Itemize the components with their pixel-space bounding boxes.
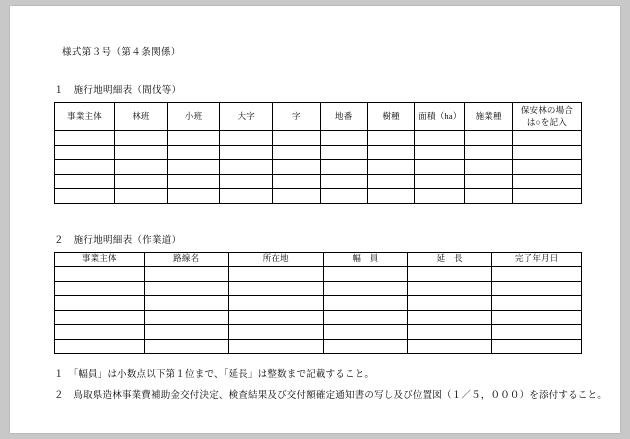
cell[interactable] — [115, 131, 168, 146]
cell[interactable] — [55, 145, 115, 160]
cell[interactable] — [115, 145, 168, 160]
cell[interactable] — [323, 325, 407, 340]
cell[interactable] — [115, 189, 168, 204]
cell[interactable] — [228, 325, 323, 340]
cell[interactable] — [167, 189, 220, 204]
cell[interactable] — [512, 131, 581, 146]
column-header-line2: は○を記入 — [526, 116, 567, 127]
cell[interactable] — [55, 131, 115, 146]
cell[interactable] — [367, 145, 414, 160]
cell[interactable] — [408, 310, 492, 325]
column-header: 事業主体 — [55, 252, 145, 267]
cell[interactable] — [320, 145, 367, 160]
cell[interactable] — [415, 160, 465, 175]
cell[interactable] — [55, 160, 115, 175]
section-road-heading: ２ 施行地明細表（作業道） — [54, 235, 182, 246]
cell[interactable] — [273, 145, 320, 160]
table-row[interactable] — [55, 281, 582, 296]
cell[interactable] — [367, 160, 414, 175]
document-body — [54, 44, 607, 408]
cell[interactable] — [55, 267, 145, 282]
cell[interactable] — [367, 174, 414, 189]
note-item: １ 「幅員」は小数点以下第１位まで、「延長」は整数まで記載すること。 — [54, 370, 375, 380]
cell[interactable] — [367, 131, 414, 146]
cell[interactable] — [228, 296, 323, 311]
cell[interactable] — [512, 145, 581, 160]
table-row[interactable] — [55, 267, 582, 282]
cell[interactable] — [465, 174, 512, 189]
cell[interactable] — [492, 325, 582, 340]
cell[interactable] — [228, 267, 323, 282]
cell[interactable] — [115, 160, 168, 175]
cell[interactable] — [367, 189, 414, 204]
column-header: 幅 員 — [323, 252, 407, 267]
cell[interactable] — [220, 131, 273, 146]
column-header: 大字 — [220, 103, 273, 131]
cell[interactable] — [167, 145, 220, 160]
cell[interactable] — [492, 339, 582, 354]
cell[interactable] — [55, 325, 145, 340]
cell[interactable] — [512, 189, 581, 204]
cell[interactable] — [167, 160, 220, 175]
section-thinning — [54, 82, 582, 204]
cell[interactable] — [228, 281, 323, 296]
column-header: 林班 — [115, 103, 168, 131]
cell[interactable] — [220, 174, 273, 189]
column-header: 樹種 — [367, 103, 414, 131]
table-row[interactable] — [55, 310, 582, 325]
cell[interactable] — [408, 267, 492, 282]
cell[interactable] — [320, 131, 367, 146]
table-row[interactable] — [55, 189, 582, 204]
cell[interactable] — [512, 160, 581, 175]
table-row[interactable] — [55, 160, 582, 175]
table-header-row — [55, 103, 582, 131]
cell[interactable] — [220, 160, 273, 175]
column-header: 所在地 — [228, 252, 323, 267]
table-row[interactable] — [55, 296, 582, 311]
column-header: 小班 — [167, 103, 220, 131]
cell[interactable] — [408, 281, 492, 296]
cell[interactable] — [55, 339, 145, 354]
column-header-protected-forest — [512, 103, 581, 131]
cell[interactable] — [492, 296, 582, 311]
cell[interactable] — [492, 310, 582, 325]
column-header: 面積（ha） — [415, 103, 465, 131]
cell[interactable] — [144, 339, 228, 354]
cell[interactable] — [273, 189, 320, 204]
cell[interactable] — [55, 189, 115, 204]
cell[interactable] — [273, 131, 320, 146]
column-header: 地番 — [320, 103, 367, 131]
table-row[interactable] — [55, 174, 582, 189]
road-table — [54, 252, 582, 355]
cell[interactable] — [408, 325, 492, 340]
cell[interactable] — [465, 145, 512, 160]
column-header: 施業種 — [465, 103, 512, 131]
section-road — [54, 232, 582, 355]
cell[interactable] — [228, 339, 323, 354]
table-row[interactable] — [55, 145, 582, 160]
cell[interactable] — [320, 160, 367, 175]
cell[interactable] — [320, 189, 367, 204]
column-header: 事業主体 — [55, 103, 115, 131]
cell[interactable] — [167, 174, 220, 189]
column-header: 路線名 — [144, 252, 228, 267]
cell[interactable] — [492, 267, 582, 282]
cell[interactable] — [408, 296, 492, 311]
cell[interactable] — [144, 325, 228, 340]
cell[interactable] — [415, 174, 465, 189]
cell[interactable] — [144, 267, 228, 282]
section-thinning-heading: １ 施行地明細表（間伐等） — [54, 86, 182, 96]
cell[interactable] — [55, 281, 145, 296]
note-item: ２ 鳥取県造林事業費補助金交付決定、検査結果及び交付額確定通知書の写し及び位置図（１／５，０００）を添付すること。 — [54, 391, 607, 401]
table-row[interactable] — [55, 325, 582, 340]
cell[interactable] — [323, 281, 407, 296]
cell[interactable] — [273, 174, 320, 189]
cell[interactable] — [323, 339, 407, 354]
cell[interactable] — [220, 189, 273, 204]
thinning-table — [54, 102, 582, 204]
cell[interactable] — [323, 310, 407, 325]
cell[interactable] — [408, 339, 492, 354]
cell[interactable] — [144, 310, 228, 325]
cell[interactable] — [55, 310, 145, 325]
column-header: 字 — [273, 103, 320, 131]
document-page — [10, 6, 620, 433]
cell[interactable] — [167, 131, 220, 146]
cell[interactable] — [512, 174, 581, 189]
cell[interactable] — [273, 160, 320, 175]
column-header: 完了年月日 — [492, 252, 582, 267]
form-number: 様式第３号（第４条関係） — [62, 48, 181, 58]
section-spacer — [54, 210, 582, 232]
cell[interactable] — [415, 189, 465, 204]
cell[interactable] — [228, 310, 323, 325]
cell[interactable] — [220, 145, 273, 160]
cell[interactable] — [415, 145, 465, 160]
column-header: 延 長 — [408, 252, 492, 267]
cell[interactable] — [465, 189, 512, 204]
cell[interactable] — [55, 296, 145, 311]
notes-list — [54, 366, 607, 401]
cell[interactable] — [320, 174, 367, 189]
cell[interactable] — [115, 174, 168, 189]
table-header-row — [55, 252, 582, 267]
cell[interactable] — [144, 281, 228, 296]
cell[interactable] — [55, 174, 115, 189]
column-header-line1: 保安林の場合 — [520, 105, 574, 116]
cell[interactable] — [492, 281, 582, 296]
cell[interactable] — [323, 296, 407, 311]
table-row[interactable] — [55, 339, 582, 354]
cell[interactable] — [415, 131, 465, 146]
cell[interactable] — [465, 131, 512, 146]
cell[interactable] — [144, 296, 228, 311]
table-row[interactable] — [55, 131, 582, 146]
cell[interactable] — [323, 267, 407, 282]
cell[interactable] — [465, 160, 512, 175]
